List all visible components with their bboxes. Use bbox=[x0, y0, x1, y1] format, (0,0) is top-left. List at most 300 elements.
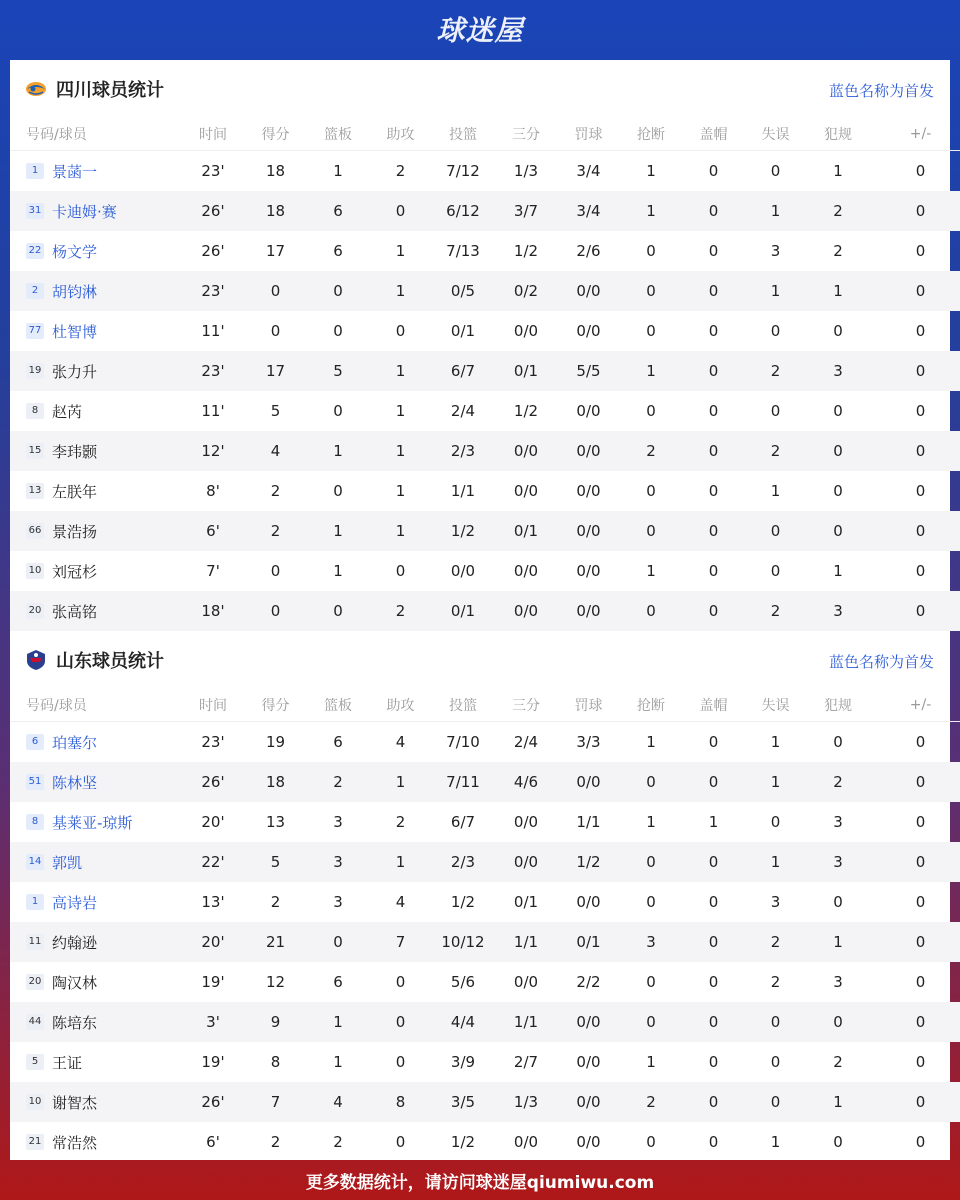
stat-cell: 2/6 bbox=[576, 242, 601, 260]
stat-cell: 1 bbox=[621, 191, 681, 231]
stat-cell: 6 bbox=[333, 242, 343, 260]
jersey-number-badge: 8 bbox=[26, 814, 44, 830]
player-row bbox=[10, 762, 960, 802]
column-header: 罚球 bbox=[556, 118, 621, 151]
stat-cell: 6/7 bbox=[450, 813, 476, 831]
stat-cell: 1/2 bbox=[430, 511, 496, 551]
jersey-number-badge: 1 bbox=[26, 163, 44, 179]
stat-cell: 0 bbox=[770, 322, 781, 340]
stat-cell: 8 bbox=[371, 1082, 430, 1122]
player-cell[interactable] bbox=[10, 151, 180, 192]
stat-cell: 1 bbox=[371, 762, 430, 802]
stat-cell: 0 bbox=[915, 1133, 926, 1151]
stat-cell: 23' bbox=[201, 162, 225, 180]
stat-cell: 0 bbox=[833, 402, 843, 420]
stat-cell: 0 bbox=[646, 1133, 656, 1151]
stat-cell: 0 bbox=[915, 562, 926, 580]
stat-cell: 7/10 bbox=[446, 733, 480, 751]
stat-cell: 0 bbox=[646, 893, 656, 911]
column-header: 犯规 bbox=[805, 689, 871, 722]
stat-cell: 0 bbox=[746, 511, 805, 551]
player-name[interactable]: 刘冠杉 bbox=[52, 562, 98, 581]
column-header: 盖帽 bbox=[681, 118, 746, 151]
stat-cell: 0 bbox=[770, 162, 781, 180]
jersey-number-badge: 11 bbox=[26, 934, 44, 950]
stat-cell: 2 bbox=[746, 922, 805, 962]
column-header: 号码/球员 bbox=[10, 118, 180, 151]
stat-cell: 1/1 bbox=[496, 922, 556, 962]
stat-cell: 0 bbox=[708, 562, 719, 580]
jersey-number-badge: 14 bbox=[26, 854, 44, 870]
player-row bbox=[10, 1122, 960, 1162]
stat-cell: 0/0 bbox=[513, 322, 539, 340]
stat-cell: 23' bbox=[201, 733, 225, 751]
column-header: 时间 bbox=[180, 118, 246, 151]
player-row bbox=[10, 471, 960, 511]
jersey-number-badge: 44 bbox=[26, 1014, 44, 1030]
stat-cell: 1/3 bbox=[513, 162, 539, 180]
stat-cell: 0/0 bbox=[513, 562, 539, 580]
stat-cell: 0 bbox=[621, 842, 681, 882]
brand-header bbox=[0, 0, 960, 58]
stat-cell: 3 bbox=[805, 591, 871, 631]
stat-cell: 1 bbox=[646, 162, 656, 180]
column-header: 得分 bbox=[246, 689, 305, 722]
stat-cell: 0 bbox=[681, 762, 746, 802]
footer-banner bbox=[0, 1160, 960, 1200]
column-header: 助攻 bbox=[371, 118, 430, 151]
stat-cell: 0 bbox=[708, 973, 719, 991]
jersey-number-badge: 20 bbox=[26, 974, 44, 990]
stat-cell: 0 bbox=[915, 322, 926, 340]
stat-cell: 0 bbox=[681, 922, 746, 962]
stat-cell: 0 bbox=[246, 271, 305, 311]
stat-cell: 18 bbox=[246, 191, 305, 231]
stat-cell: 0 bbox=[871, 922, 960, 962]
stat-cell: 3 bbox=[770, 893, 781, 911]
stat-cell: 1 bbox=[746, 271, 805, 311]
stat-cell: 2 bbox=[770, 973, 781, 991]
stat-cell: 1 bbox=[371, 842, 430, 882]
column-header: 抢断 bbox=[621, 118, 681, 151]
stat-cell: 0 bbox=[681, 1082, 746, 1122]
stat-cell: 1 bbox=[333, 1053, 343, 1071]
stat-cell: 1 bbox=[646, 562, 656, 580]
stat-cell: 23' bbox=[180, 351, 246, 391]
team-title: 四川球员统计 bbox=[56, 80, 164, 101]
stat-cell: 0 bbox=[371, 191, 430, 231]
section-header bbox=[10, 60, 950, 118]
stat-cell: 4 bbox=[395, 893, 406, 911]
player-cell[interactable] bbox=[10, 311, 180, 351]
player-name[interactable]: 卡迪姆·赛 bbox=[52, 202, 117, 221]
stat-cell: 13' bbox=[201, 893, 225, 911]
jersey-number-badge: 22 bbox=[26, 243, 44, 259]
stat-cell: 0 bbox=[708, 1053, 719, 1071]
player-name[interactable]: 杜智博 bbox=[52, 322, 98, 341]
stat-cell: 3/4 bbox=[556, 191, 621, 231]
stat-cell: 0/0 bbox=[496, 591, 556, 631]
stat-cell: 1 bbox=[371, 511, 430, 551]
stat-cell: 0/0 bbox=[513, 813, 539, 831]
player-name[interactable]: 景浩扬 bbox=[52, 522, 98, 541]
stat-cell: 1/2 bbox=[450, 893, 476, 911]
stat-cell: 7 bbox=[371, 922, 430, 962]
player-cell[interactable] bbox=[10, 591, 180, 631]
jersey-number-badge: 19 bbox=[26, 363, 44, 379]
stat-cell: 0 bbox=[621, 591, 681, 631]
stat-cell: 11' bbox=[201, 322, 225, 340]
brand-logo-text: 球迷屋 bbox=[436, 14, 524, 47]
stat-cell: 0 bbox=[871, 431, 960, 471]
player-cell[interactable] bbox=[10, 882, 180, 922]
player-row bbox=[10, 842, 960, 882]
team-section-sichuan bbox=[10, 60, 950, 631]
player-name[interactable]: 高诗岩 bbox=[52, 893, 98, 912]
stat-cell: 1 bbox=[646, 1053, 656, 1071]
footer-text: 更多数据统计，请访问球迷屋qiumiwu.com bbox=[305, 1172, 655, 1193]
stat-cell: 19' bbox=[201, 973, 225, 991]
player-name[interactable]: 基莱亚-琼斯 bbox=[52, 813, 133, 832]
stat-cell: 0 bbox=[871, 591, 960, 631]
player-cell[interactable] bbox=[10, 962, 180, 1002]
stat-cell: 1 bbox=[770, 482, 781, 500]
stat-cell: 0/0 bbox=[496, 431, 556, 471]
stat-cell: 1 bbox=[805, 271, 871, 311]
stat-cell: 1 bbox=[805, 922, 871, 962]
stat-cell: 0 bbox=[833, 482, 843, 500]
jersey-number-badge: 10 bbox=[26, 1094, 44, 1110]
stat-cell: 2 bbox=[621, 1082, 681, 1122]
stat-cell: 0/0 bbox=[450, 562, 476, 580]
player-name[interactable]: 陈林坚 bbox=[52, 773, 98, 792]
stat-cell: 0 bbox=[915, 733, 926, 751]
stat-cell: 0 bbox=[915, 973, 926, 991]
stat-cell: 6 bbox=[333, 973, 343, 991]
player-name[interactable]: 珀塞尔 bbox=[52, 733, 98, 752]
stat-cell: 0 bbox=[871, 511, 960, 551]
stat-cell: 1 bbox=[708, 813, 719, 831]
jersey-number-badge: 5 bbox=[26, 1054, 44, 1070]
jersey-number-badge: 13 bbox=[26, 483, 44, 499]
stat-cell: 0/0 bbox=[556, 1002, 621, 1042]
stat-cell: 3 bbox=[805, 351, 871, 391]
stat-cell: 0/0 bbox=[576, 562, 601, 580]
stat-cell: 3 bbox=[621, 922, 681, 962]
stat-cell: 19 bbox=[265, 733, 286, 751]
stat-cell: 0/1 bbox=[450, 322, 476, 340]
stat-cell: 0 bbox=[395, 973, 406, 991]
stat-cell: 20' bbox=[180, 922, 246, 962]
player-name[interactable]: 常浩然 bbox=[52, 1133, 98, 1152]
player-name[interactable]: 景菡一 bbox=[52, 162, 98, 181]
column-header: 罚球 bbox=[556, 689, 621, 722]
stat-cell: 0 bbox=[246, 591, 305, 631]
stat-cell: 0 bbox=[333, 322, 343, 340]
column-header: 犯规 bbox=[805, 118, 871, 151]
stat-cell: 2 bbox=[371, 591, 430, 631]
column-header: 三分 bbox=[496, 689, 556, 722]
stat-cell: 20' bbox=[201, 813, 225, 831]
stat-cell: 1 bbox=[333, 162, 343, 180]
stat-cell: 3 bbox=[333, 813, 343, 831]
stat-cell: 1/2 bbox=[513, 242, 539, 260]
player-name[interactable]: 李玮颢 bbox=[52, 442, 98, 461]
player-name[interactable]: 左朕年 bbox=[52, 482, 98, 501]
player-cell[interactable] bbox=[10, 391, 180, 431]
player-cell[interactable] bbox=[10, 231, 180, 271]
stat-cell: 0 bbox=[833, 733, 843, 751]
stat-cell: 22' bbox=[180, 842, 246, 882]
stat-cell: 0/0 bbox=[513, 482, 539, 500]
stat-cell: 0 bbox=[770, 813, 781, 831]
stat-cell: 0/0 bbox=[513, 973, 539, 991]
player-name[interactable]: 陶汉林 bbox=[52, 973, 98, 992]
stat-cell: 1/1 bbox=[450, 482, 476, 500]
stat-cell: 0 bbox=[646, 402, 656, 420]
stat-cell: 1 bbox=[305, 1002, 371, 1042]
player-name[interactable]: 郭凯 bbox=[52, 853, 83, 872]
stat-cell: 0 bbox=[395, 562, 406, 580]
stat-cell: 0 bbox=[708, 482, 719, 500]
stat-cell: 0 bbox=[646, 482, 656, 500]
player-stats-table bbox=[10, 118, 960, 631]
stat-cell: 6' bbox=[180, 511, 246, 551]
column-header: 三分 bbox=[496, 118, 556, 151]
stat-cell: 0/0 bbox=[556, 591, 621, 631]
stat-cell: 3 bbox=[770, 242, 781, 260]
stat-cell: 0 bbox=[871, 351, 960, 391]
stat-cell: 1 bbox=[305, 431, 371, 471]
player-name[interactable]: 谢智杰 bbox=[52, 1093, 98, 1112]
player-cell[interactable] bbox=[10, 511, 180, 551]
jersey-number-badge: 15 bbox=[26, 443, 44, 459]
stat-cell: 0/0 bbox=[576, 482, 601, 500]
jersey-number-badge: 6 bbox=[26, 734, 44, 750]
column-header: 失误 bbox=[746, 689, 805, 722]
player-cell[interactable] bbox=[10, 762, 180, 802]
player-row bbox=[10, 231, 960, 271]
column-header: 时间 bbox=[180, 689, 246, 722]
player-cell[interactable] bbox=[10, 922, 180, 962]
stat-cell: 2 bbox=[805, 191, 871, 231]
stat-cell: 1 bbox=[305, 511, 371, 551]
stat-cell: 1 bbox=[395, 402, 406, 420]
stat-cell: 3/3 bbox=[576, 733, 601, 751]
stat-cell: 0 bbox=[681, 351, 746, 391]
stat-cell: 0 bbox=[333, 482, 343, 500]
player-name[interactable]: 陈培东 bbox=[52, 1013, 98, 1032]
player-cell[interactable] bbox=[10, 1082, 180, 1122]
player-row bbox=[10, 551, 960, 591]
stat-cell: 0 bbox=[871, 1082, 960, 1122]
stat-cell: 1 bbox=[621, 351, 681, 391]
stat-cell: 0 bbox=[681, 271, 746, 311]
stat-cell: 9 bbox=[246, 1002, 305, 1042]
stat-cell: 6 bbox=[305, 191, 371, 231]
stat-cell: 0 bbox=[395, 1133, 406, 1151]
stat-cell: 0 bbox=[681, 431, 746, 471]
stat-cell: 2 bbox=[746, 351, 805, 391]
stat-cell: 0 bbox=[915, 893, 926, 911]
stat-cell: 0/0 bbox=[556, 762, 621, 802]
stat-cell: 1 bbox=[371, 351, 430, 391]
player-row bbox=[10, 802, 960, 842]
stat-cell: 12 bbox=[265, 973, 286, 991]
stat-cell: 2 bbox=[395, 162, 406, 180]
stat-cell: 17 bbox=[265, 242, 286, 260]
stat-cell: 8 bbox=[270, 1053, 281, 1071]
stat-cell: 3 bbox=[833, 973, 843, 991]
jersey-number-badge: 10 bbox=[26, 563, 44, 579]
stat-cell: 5 bbox=[270, 402, 281, 420]
column-header: 助攻 bbox=[371, 689, 430, 722]
stat-cell: 0 bbox=[770, 1053, 781, 1071]
stat-cell: 0 bbox=[621, 271, 681, 311]
stat-cell: 7/11 bbox=[430, 762, 496, 802]
stat-cell: 0 bbox=[305, 922, 371, 962]
stat-cell: 0 bbox=[708, 893, 719, 911]
player-cell[interactable] bbox=[10, 351, 180, 391]
stat-cell: 0 bbox=[270, 562, 281, 580]
stat-cell: 12' bbox=[180, 431, 246, 471]
player-name[interactable]: 赵芮 bbox=[52, 402, 83, 421]
column-header: 抢断 bbox=[621, 689, 681, 722]
stat-cell: 0 bbox=[915, 242, 926, 260]
stat-cell: 6/12 bbox=[430, 191, 496, 231]
jersey-number-badge: 2 bbox=[26, 283, 44, 299]
table-header-row bbox=[10, 118, 960, 151]
table-body bbox=[10, 151, 960, 632]
stat-cell: 5 bbox=[246, 842, 305, 882]
jersey-number-badge: 21 bbox=[26, 1134, 44, 1150]
player-cell[interactable] bbox=[10, 191, 180, 231]
stat-cell: 0/0 bbox=[576, 322, 601, 340]
stat-cell: 26' bbox=[201, 242, 225, 260]
jersey-number-badge: 31 bbox=[26, 203, 44, 219]
stat-cell: 0 bbox=[681, 511, 746, 551]
player-name[interactable]: 张力升 bbox=[52, 362, 98, 381]
player-row bbox=[10, 351, 960, 391]
player-name[interactable]: 张高铭 bbox=[52, 602, 98, 621]
stat-cell: 2/4 bbox=[450, 402, 476, 420]
stat-cell: 0/1 bbox=[513, 893, 539, 911]
stat-cell: 2 bbox=[305, 762, 371, 802]
stat-cell: 0 bbox=[805, 1002, 871, 1042]
stat-cell: 0 bbox=[681, 591, 746, 631]
player-cell[interactable] bbox=[10, 802, 180, 842]
player-cell[interactable] bbox=[10, 1002, 180, 1042]
player-cell[interactable] bbox=[10, 431, 180, 471]
player-row bbox=[10, 391, 960, 431]
stat-cell: 0/5 bbox=[430, 271, 496, 311]
stat-cell: 2/2 bbox=[576, 973, 601, 991]
stat-cell: 10/12 bbox=[430, 922, 496, 962]
stat-cell: 7' bbox=[206, 562, 220, 580]
player-name[interactable]: 约翰逊 bbox=[52, 933, 98, 952]
player-cell[interactable] bbox=[10, 471, 180, 511]
stat-cell: 13 bbox=[265, 813, 286, 831]
player-row bbox=[10, 722, 960, 763]
stat-cell: 5/6 bbox=[450, 973, 476, 991]
stat-cell: 3/9 bbox=[450, 1053, 476, 1071]
player-row bbox=[10, 591, 960, 631]
section-header bbox=[10, 631, 950, 689]
stat-cell: 21 bbox=[246, 922, 305, 962]
column-header: 投篮 bbox=[430, 689, 496, 722]
column-header: 投篮 bbox=[430, 118, 496, 151]
player-cell[interactable] bbox=[10, 1042, 180, 1082]
stat-cell: 0 bbox=[646, 973, 656, 991]
stat-cell: 5/5 bbox=[556, 351, 621, 391]
stat-cell: 0 bbox=[395, 322, 406, 340]
stat-cell: 0/2 bbox=[496, 271, 556, 311]
stat-cell: 1/3 bbox=[496, 1082, 556, 1122]
column-header: 号码/球员 bbox=[10, 689, 180, 722]
column-header: +/- bbox=[871, 689, 960, 722]
stat-cell: 0 bbox=[681, 842, 746, 882]
stat-cell: 23' bbox=[180, 271, 246, 311]
stat-cell: 1 bbox=[770, 1133, 781, 1151]
stat-cell: 0/1 bbox=[556, 922, 621, 962]
jersey-number-badge: 8 bbox=[26, 403, 44, 419]
stat-cell: 1 bbox=[770, 733, 781, 751]
team-title: 山东球员统计 bbox=[56, 651, 164, 672]
stat-cell: 0/0 bbox=[556, 431, 621, 471]
stat-cell: 2/4 bbox=[513, 733, 539, 751]
column-header: +/- bbox=[871, 118, 960, 151]
player-cell[interactable] bbox=[10, 722, 180, 763]
starter-legend-note: 蓝色名称为首发 bbox=[828, 82, 934, 100]
player-name[interactable]: 胡钧淋 bbox=[52, 282, 98, 301]
player-cell[interactable] bbox=[10, 551, 180, 591]
stat-cell: 0 bbox=[915, 813, 926, 831]
stat-cell: 0 bbox=[871, 271, 960, 311]
stat-cell: 7 bbox=[246, 1082, 305, 1122]
stat-cell: 0 bbox=[871, 842, 960, 882]
stat-cell: 0/1 bbox=[430, 591, 496, 631]
stat-cell: 0 bbox=[915, 402, 926, 420]
stat-cell: 0 bbox=[646, 322, 656, 340]
player-cell[interactable] bbox=[10, 271, 180, 311]
stat-cell: 0 bbox=[805, 511, 871, 551]
stat-cell: 7/12 bbox=[446, 162, 480, 180]
stat-cell: 3' bbox=[180, 1002, 246, 1042]
stat-cell: 0 bbox=[681, 191, 746, 231]
stat-cell: 2 bbox=[621, 431, 681, 471]
player-row bbox=[10, 271, 960, 311]
stat-cell: 5 bbox=[305, 351, 371, 391]
stat-cell: 0 bbox=[915, 162, 926, 180]
stat-cell: 0 bbox=[708, 322, 719, 340]
player-name[interactable]: 杨文学 bbox=[52, 242, 98, 261]
stat-cell: 2 bbox=[395, 813, 406, 831]
stat-cell: 1/2 bbox=[450, 1133, 476, 1151]
stat-cell: 7/13 bbox=[446, 242, 480, 260]
stat-cell: 0 bbox=[871, 762, 960, 802]
stat-cell: 0 bbox=[621, 511, 681, 551]
stat-cell: 0 bbox=[746, 1082, 805, 1122]
player-name[interactable]: 王证 bbox=[52, 1053, 83, 1072]
team-section-shandong bbox=[10, 631, 950, 1162]
stat-cell: 3 bbox=[305, 842, 371, 882]
player-cell[interactable] bbox=[10, 1122, 180, 1162]
stat-cell: 1 bbox=[833, 162, 843, 180]
jersey-number-badge: 20 bbox=[26, 603, 44, 619]
stat-cell: 0/1 bbox=[496, 351, 556, 391]
player-cell[interactable] bbox=[10, 842, 180, 882]
shandong-team-logo-icon bbox=[25, 649, 47, 671]
